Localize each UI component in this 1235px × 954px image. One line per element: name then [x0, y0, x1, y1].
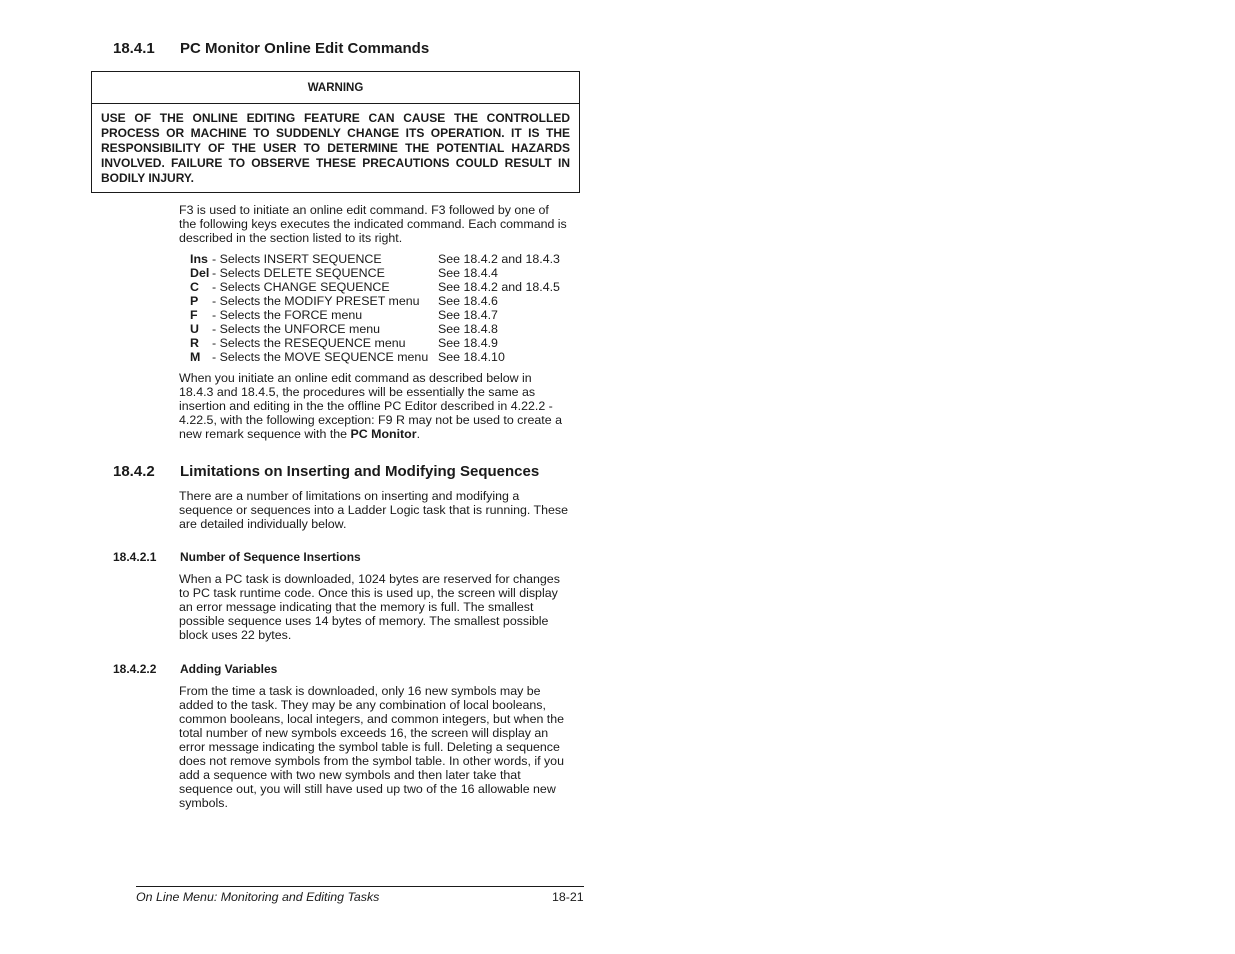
warning-text: USE OF THE ONLINE EDITING FEATURE CAN CAUSE THE CONTROLLED PROCESS OR MACHINE TO SUDDENLY CHANGE ITS OPERATION. IT IS THE RESPONSIBILITY OF THE USER TO DETERMINE THE POTENTIAL HAZARDS INVOLVED. FAILURE TO OBSERVE THESE PRECAUTIONS COULD RESULT IN BODILY INJURY.: [101, 111, 570, 185]
command-row: [190, 280, 560, 294]
intro-paragraph: [179, 203, 569, 245]
command-row: [190, 322, 560, 336]
command-description: - Selects the RESEQUENCE menu: [212, 336, 406, 350]
command-row: [190, 308, 560, 322]
section-number: 18.4.2: [113, 463, 155, 480]
sequence-insertions-paragraph: [179, 572, 569, 642]
command-reference: See 18.4.10: [438, 350, 505, 364]
command-description: - Selects the MOVE SEQUENCE menu: [212, 350, 429, 364]
command-key: R: [190, 336, 199, 350]
section-heading-18-4-1: [113, 40, 429, 57]
command-key: C: [190, 280, 199, 294]
adding-variables-paragraph-text: From the time a task is downloaded, only 16 new symbols may be added to the task. They may be any combination of local booleans, common booleans, local integers, and common integers, but when the total number of new symbols exceeds 16, the screen will display an error message indicating the symbol table is full. Deleting a sequence does not remove symbols from the symbol table. In other words, if you add a sequence with two new symbols and then later take that sequence out, you will still have used up two of the 16 allowable new symbols.: [179, 684, 565, 810]
section-number: 18.4.2.2: [113, 662, 157, 676]
command-description: - Selects CHANGE SEQUENCE: [212, 280, 390, 294]
section-title: PC Monitor Online Edit Commands: [180, 40, 430, 57]
command-key: Ins: [190, 252, 208, 266]
command-row: [190, 266, 560, 280]
section-title: Limitations on Inserting and Modifying Sequences: [180, 463, 540, 480]
command-row: [190, 294, 560, 308]
command-key: F: [190, 308, 198, 322]
command-row: [190, 252, 560, 266]
footer-rule: [136, 886, 584, 887]
command-reference: See 18.4.6: [438, 294, 498, 308]
pc-monitor-bold: PC Monitor: [350, 427, 417, 441]
command-reference: See 18.4.2 and 18.4.3: [438, 252, 560, 266]
command-description: - Selects INSERT SEQUENCE: [212, 252, 382, 266]
section-number: 18.4.2.1: [113, 550, 157, 564]
command-key: P: [190, 294, 199, 308]
limitations-paragraph-text: There are a number of limitations on inserting and modifying a sequence or sequences into a Ladder Logic task that is running. These are detailed individually below.: [179, 489, 568, 531]
command-reference: See 18.4.4: [438, 266, 498, 280]
section-title: Number of Sequence Insertions: [180, 550, 361, 564]
section-title: Adding Variables: [180, 662, 278, 676]
command-description: - Selects the MODIFY PRESET menu: [212, 294, 420, 308]
command-key: Del: [190, 266, 210, 280]
limitations-paragraph: [179, 489, 569, 531]
command-row: [190, 336, 560, 350]
section-number: 18.4.1: [113, 40, 155, 57]
section-heading-18-4-2: [113, 463, 539, 480]
intro-paragraph-text: F3 is used to initiate an online edit command. F3 followed by one of the following keys executes the indicated command. Each command is described in the section listed to its right.: [179, 203, 567, 245]
adding-variables-paragraph: [179, 684, 569, 810]
online-edit-end: .: [416, 427, 421, 441]
command-reference: See 18.4.2 and 18.4.5: [438, 280, 560, 294]
command-reference: See 18.4.8: [438, 322, 498, 336]
section-heading-18-4-2-1: [113, 550, 361, 564]
command-table: [190, 252, 560, 364]
command-key: M: [190, 350, 201, 364]
section-heading-18-4-2-2: [113, 662, 277, 676]
command-reference: See 18.4.9: [438, 336, 498, 350]
command-description: - Selects the UNFORCE menu: [212, 322, 381, 336]
footer-title: On Line Menu: Monitoring and Editing Tasks: [136, 890, 380, 904]
command-reference: See 18.4.7: [438, 308, 498, 322]
online-edit-text: When you initiate an online edit command as described below in 18.4.3 and 18.4.5, the procedures will be essentially the same as insertion and editing in the the offline PC Editor described in 4.22.2 - 4.22.5, with the following exception: F9 R may not be used to create a new remark sequence with the: [179, 371, 562, 441]
command-description: - Selects DELETE SEQUENCE: [212, 266, 385, 280]
warning-title: WARNING: [92, 72, 579, 104]
page-number: 18-21: [552, 890, 584, 904]
command-key: U: [190, 322, 199, 336]
sequence-insertions-paragraph-text: When a PC task is downloaded, 1024 bytes are reserved for changes to PC task runtime code. Once this is used up, the screen will display an error message indicating that the memory is full. The smallest possible sequence uses 14 bytes of memory. The smallest possible block uses 22 bytes.: [179, 572, 560, 642]
warning-box: [91, 71, 580, 193]
command-row: [190, 350, 560, 364]
online-edit-paragraph: [179, 371, 569, 441]
command-description: - Selects the FORCE menu: [212, 308, 363, 322]
